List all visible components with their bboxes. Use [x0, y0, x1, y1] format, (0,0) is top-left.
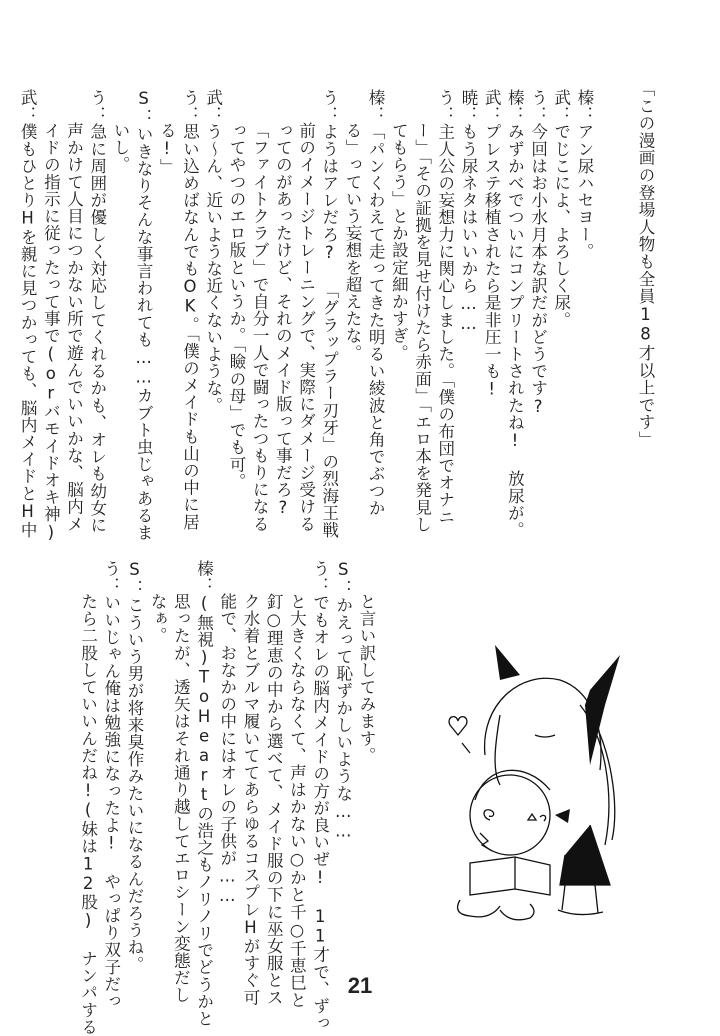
page-number: 21	[347, 973, 373, 998]
dialogue-block-top	[16, 89, 596, 543]
heart-icon	[449, 717, 467, 735]
dialogue-continuation: 能で、おなかの中にはオレの子供が……	[217, 593, 237, 906]
dialogue-continuation: る」っていう妄想を超えたな。	[342, 122, 362, 362]
dialogue-line: 武：プレステ移植されたら是非圧一も!	[482, 89, 502, 400]
dialogue-continuation: てもらう」とか設定細かすぎ。	[389, 122, 409, 362]
dialogue-continuation: ってのがあったけど、それのメイド版って事だろ?	[273, 122, 293, 518]
dialogue-line: 武：僕もひとりHを親に見つかっても、脳内メイドとH中	[18, 89, 38, 539]
dialogue-continuation: いし。	[110, 122, 130, 174]
age-disclaimer-note: 「この漫画の登場人物も全員18才以上です」	[636, 80, 655, 449]
dialogue-continuation: る!」	[157, 122, 177, 176]
dialogue-continuation: 釘○理恵の中から選べて、メイド服の下に巫女服とス	[264, 593, 284, 1006]
dialogue-continuation: 「ファイトクラブ」で自分一人で闘ったつもりになる	[250, 122, 270, 533]
ribbon-left-icon	[495, 645, 520, 680]
dialogue-line: 武：でじこによ、よろしく尿。	[551, 89, 571, 329]
dialogue-continuation: 声かけて人目につかない所で遊んでいいかな、脳内メ	[64, 122, 84, 533]
dialogue-line: 榛：(無視)ToHeartの浩之もノリノリでどうかと	[194, 560, 214, 1028]
bow-icon	[555, 809, 570, 823]
dialogue-line: S：かえって恥ずかしいような……	[333, 560, 353, 842]
dialogue-line: う：思い込めばなんでもOK。「僕のメイドも山の中に居	[180, 89, 200, 531]
chibi-characters-icon	[440, 595, 640, 925]
dialogue-line: 暁：もう尿ネタはいいから……	[458, 89, 478, 334]
dialogue-line: S：いきなりそんな事言われても……カブト虫じゃあるま	[134, 89, 154, 542]
dialogue-continuation: なぁ。	[148, 593, 168, 645]
chibi-illustration	[440, 595, 640, 925]
dialogue-line: 榛：みずかべでついにコンプリートされたね! 放尿が。	[505, 89, 525, 539]
dialogue-line: S：こういう男が将来臭作みたいになるんだろうね。	[124, 560, 144, 973]
dialogue-continuation: 思ったが、透矢はそれ通り越してエロシーン変態だし	[171, 593, 191, 1004]
dialogue-continuation: 前のイメージトレーニングで、実際にダメージ受ける	[296, 122, 316, 533]
ribbon-right-icon	[585, 655, 620, 765]
dialogue-continuation: と大きくならなくて、声はかない○かと千○千恵巳と	[287, 593, 307, 1009]
dialogue-continuation: ク水着とブルマ履いててあらゆるコスプレHがすぐ可	[240, 593, 260, 1006]
dialogue-line: う：主人公の妄想力に関心しました。「僕の布団でオナニ	[435, 89, 455, 526]
dialogue-line: う：いいじゃん俺は勉強になったよ! やっぱり双子だっ	[101, 560, 121, 1010]
dialogue-continuation: たら二股していいんだね!(妹は12股) ナンパする	[78, 593, 98, 1036]
dialogue-line: う：でもオレの脳内メイドの方が良いぜ! 11才で、ずっ	[310, 560, 330, 1032]
dialogue-continuation: ってやつのエロ版というか。「瞼の母」でも可。	[226, 122, 246, 490]
dialogue-line: 榛：アン尿ハセヨー。	[575, 89, 594, 260]
dialogue-line: 武：う～ん、近いような近くないような。	[203, 89, 223, 414]
dialogue-line: う：急に周囲が優しく対応してくれるかも、オレも幼女に	[87, 89, 107, 534]
dialogue-continuation: イドの指示に従ったって事で(orバモイドオキ神)	[41, 122, 61, 543]
dialogue-line: う：今回はお小水月本な訳だがどうです?	[528, 89, 548, 417]
dialogue-line: 榛：「パンくわえて走ってきた明るい綾波と角でぶつか	[366, 89, 386, 517]
dialogue-continuation: と言い訳してみます。	[357, 593, 376, 764]
dialogue-continuation: ー」「その証拠を見せ付けたら赤面」「エロ本を発見し	[412, 122, 432, 533]
dialogue-line: う：ようはアレだろ? 「グラップラー刃牙」の烈海王戦	[319, 89, 339, 539]
